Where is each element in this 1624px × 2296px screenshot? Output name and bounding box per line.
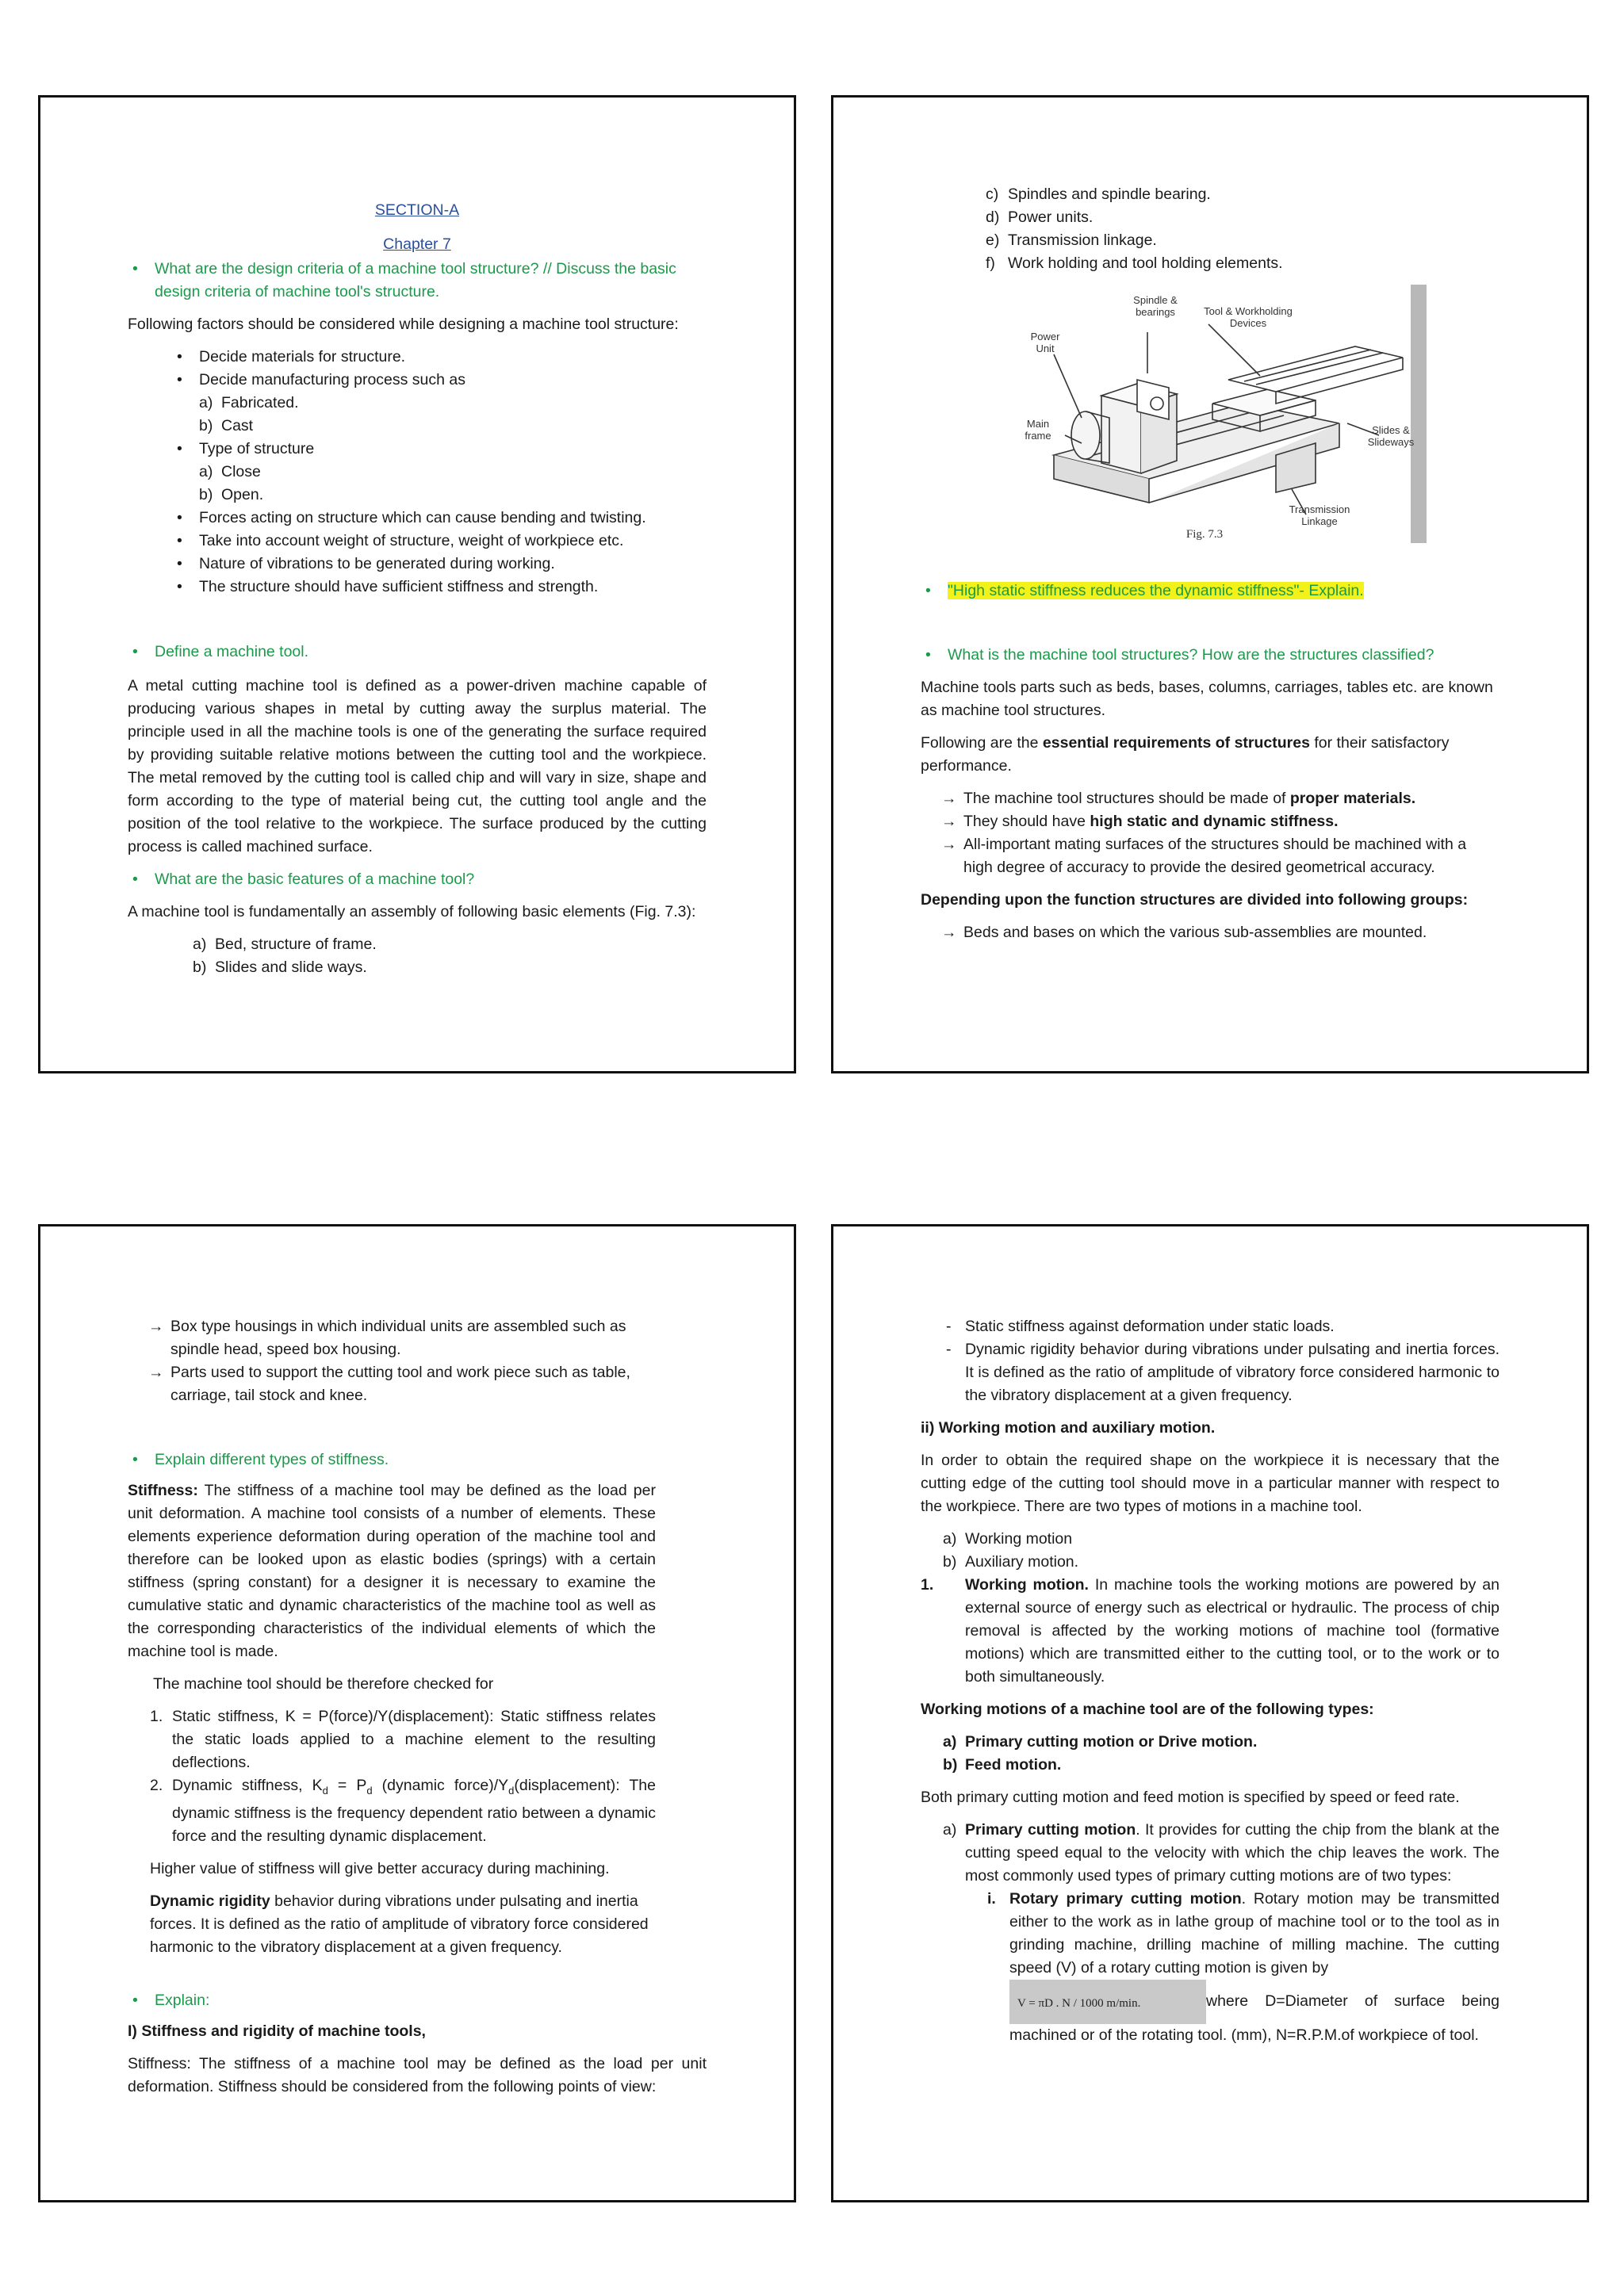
- primary-cutting-motion: a) Primary cutting motion. It provides for cutting the chip from the blank at the cutting speed equal to the velocity with which the chip leaves the work. The most commonly used types of primary cutting motions are of two types: i. Rotary primary cutting motion. Rotary motion may be transmitted either to the work as in lathe group of machine tool or to the tool as in grinding machine, drilling machine of milling machine. The cutting speed (V) of a rotary cutting motion is given by V = πD . N / 1000 m/min. where D=Diameter of surface being machined or of the rotating tool. (mm), N=R.P.M.of workpiece of tool.: [943, 1819, 1500, 2047]
- checked-for: The machine tool should be therefore checked for: [153, 1675, 494, 1693]
- static-stiffness: 1. Static stiffness, K = P(force)/Y(displacement): Static stiffness relates the static loads applied to a machine element to the resulting deflections.: [150, 1708, 656, 1771]
- factor-weight: • Take into account weight of structure, weight of workpiece etc.: [172, 530, 707, 553]
- requirement-stiffness: → They should have high static and dynamic stiffness.: [941, 810, 1500, 833]
- question-basic-features: • What are the basic features of a machine tool?: [128, 868, 707, 891]
- label-tool-workholding: Tool & Workholding Devices: [1204, 305, 1293, 329]
- page-1: [38, 95, 796, 1073]
- label-slides-slideways: Slides & Slideways: [1367, 424, 1415, 448]
- factor-stiffness: • The structure should have sufficient stiffness and strength.: [172, 576, 707, 599]
- group-box-housings: → Box type housings in which individual units are assembled such as spindle head, speed box housing.: [148, 1315, 656, 1361]
- rotary-cutting-motion: i. Rotary primary cutting motion. Rotary motion may be transmitted either to the work as in lathe group of machine tool or to the tool as in grinding machine, drilling machine of milling machine. The cutting speed (V) of a rotary cutting motion is given by V = πD . N / 1000 m/min. where D=Diameter of surface being machined or of the rotating tool. (mm), N=R.P.M.of workpiece of tool.: [987, 1890, 1500, 2044]
- structure-groups-heading: Depending upon the function structures are divided into following groups:: [921, 891, 1469, 909]
- question-high-static-stiffness: • "High static stiffness reduces the dynamic stiffness"- Explain.: [921, 580, 1500, 603]
- structure-open: b) Open.: [199, 486, 264, 503]
- page-2: [831, 95, 1589, 1073]
- question-structures-classified: • What is the machine tool structures? How are the structures classified?: [921, 644, 1500, 667]
- process-fabricated: a) Fabricated.: [199, 394, 299, 411]
- working-motion-heading: ii) Working motion and auxiliary motion.: [921, 1419, 1216, 1437]
- section-title: SECTION-A: [374, 201, 460, 219]
- label-main-frame: Main frame: [1025, 418, 1051, 442]
- machine-tool-definition: A metal cutting machine tool is defined as a power-driven machine capable of producing various shapes in metal by cutting away the surplus material. The principle used in all the machine tools is one of the generating the surface required by providing suitable relative motions between the cutting tool and the workpiece. The metal removed by the cutting tool is called chip and will vary in size, shape and form according to the type of material being cut, the cutting tool angle and the position of the tool relative to the workpiece. The surface produced by the cutting process is called machined surface.: [128, 677, 707, 855]
- working-motion-definition: 1. Working motion. In machine tools the working motions are powered by an external source of energy such as electrical or hydraulic. The process of chip removal is affected by the working motions of machine tool (formative motions) which are transmitted either to the cutting tool, or to the work or to both simultaneously.: [921, 1576, 1500, 1686]
- motion-types-heading: Working motions of a machine tool are of the following types:: [921, 1701, 1374, 1718]
- stiffness-definition: Stiffness: The stiffness of a machine tool may be defined as the load per unit deformation. A machine tool consists of a number of elements. These elements experience deformation during operation of the machine tool and therefore can be looked upon as elastic bodies (springs) with a certain stiffness (spring constant) for a designer it is necessary to examine the cumulative static and dynamic characteristics of the machine tool as well as the corresponding characteristics of the individual elements of which the machine tool is made.: [128, 1482, 656, 1660]
- dynamic-stiffness: 2. Dynamic stiffness, $K_d = P_d$ (dynamic $force)/Y_d(displacement)$: The dynamic stiffness is the frequency dependent ratio between a dynamic force and the resulting dynamic displacement.: [150, 1777, 656, 1845]
- working-motion-intro: In order to obtain the required shape on the workpiece it is necessary that the cutting edge of the cutting tool should move in a particular manner with respect to the workpiece. There are two types of motions in a machine tool.: [921, 1452, 1500, 1515]
- stiffness-rigidity-heading: I) Stiffness and rigidity of machine tools,: [128, 2022, 426, 2040]
- element-spindles: c) Spindles and spindle bearing.: [986, 186, 1211, 203]
- element-slides: b) Slides and slide ways.: [193, 959, 367, 976]
- factor-structure-type: • Type of structure a) Close b) Open.: [172, 438, 707, 507]
- static-stiffness-point: - Static stiffness against deformation under static loads.: [941, 1315, 1500, 1338]
- design-criteria-intro: Following factors should be considered while designing a machine tool structure:: [128, 316, 679, 333]
- motion-auxiliary: b) Auxiliary motion.: [943, 1553, 1079, 1571]
- type-primary-cutting: a) Primary cutting motion or Drive motion.: [943, 1733, 1258, 1751]
- chapter-title: Chapter 7: [383, 235, 451, 253]
- process-cast: b) Cast: [199, 417, 254, 434]
- page-4: [831, 1224, 1589, 2202]
- motion-working: a) Working motion: [943, 1530, 1073, 1548]
- label-spindle-bearings: Spindle & bearings: [1133, 294, 1178, 318]
- factor-forces: • Forces acting on structure which can cause bending and twisting.: [172, 507, 707, 530]
- higher-stiffness-note: Higher value of stiffness will give better accuracy during machining.: [150, 1859, 610, 1877]
- page-3: [38, 1224, 796, 2202]
- factor-vibrations: • Nature of vibrations to be generated during working.: [172, 553, 707, 576]
- speed-feed-note: Both primary cutting motion and feed motion is specified by speed or feed rate.: [921, 1789, 1460, 1806]
- question-explain: • Explain:: [128, 1989, 707, 2012]
- factor-materials: • Decide materials for structure.: [172, 346, 707, 369]
- basic-features-intro: A machine tool is fundamentally an assembly of following basic elements (Fig. 7.3):: [128, 903, 696, 920]
- requirement-accuracy: → All-important mating surfaces of the structures should be machined with a high degree of accuracy to provide the desired geometrical accuracy.: [941, 833, 1500, 879]
- element-power-units: d) Power units.: [986, 209, 1094, 226]
- element-work-holding: f) Work holding and tool holding elements.: [986, 254, 1283, 272]
- question-design-criteria: • What are the design criteria of a machine tool structure? // Discuss the basic design criteria of machine tool's structure.: [128, 258, 707, 304]
- group-support-parts: → Parts used to support the cutting tool and work piece such as table, carriage, tail stock and knee.: [148, 1361, 656, 1407]
- structure-close: a) Close: [199, 463, 261, 480]
- dynamic-rigidity-point: - Dynamic rigidity behavior during vibrations under pulsating and inertia forces. It is defined as the ratio of amplitude of vibratory force considered harmonic to the vibratory displacement at a given frequency.: [941, 1338, 1500, 1407]
- essential-requirements-intro: Following are the essential requirements of structures for their satisfactory performance.: [921, 734, 1450, 775]
- structures-definition: Machine tools parts such as beds, bases, columns, carriages, tables etc. are known as machine tool structures.: [921, 679, 1493, 719]
- dynamic-rigidity: Dynamic rigidity behavior during vibrations under pulsating and inertia forces. It is defined as the ratio of amplitude of vibratory force considered harmonic to the vibratory displacement at a given frequency.: [150, 1892, 649, 1956]
- requirement-materials: → The machine tool structures should be made of proper materials.: [941, 787, 1500, 810]
- question-types-of-stiffness: • Explain different types of stiffness.: [128, 1448, 656, 1471]
- label-power-unit: Power Unit: [1030, 331, 1060, 354]
- type-feed: b) Feed motion.: [943, 1756, 1062, 1774]
- stiffness-points-of-view: Stiffness: The stiffness of a machine tool may be defined as the load per unit deformation. Stiffness should be considered from the following points of view:: [128, 2055, 707, 2095]
- element-transmission: e) Transmission linkage.: [986, 232, 1157, 249]
- figure-caption: Fig. 7.3: [1185, 528, 1224, 541]
- label-transmission-linkage: Transmission Linkage: [1289, 503, 1350, 527]
- machine-tool-figure: [1006, 285, 1427, 543]
- element-bed: a) Bed, structure of frame.: [193, 936, 377, 953]
- question-define-machine-tool: • Define a machine tool.: [128, 641, 707, 664]
- group-beds-bases: → Beds and bases on which the various sub-assemblies are mounted.: [941, 921, 1500, 944]
- factor-process: • Decide manufacturing process such as a) Fabricated. b) Cast: [172, 369, 707, 438]
- cutting-speed-formula: V = πD . N / 1000 m/min.: [1009, 1980, 1206, 2024]
